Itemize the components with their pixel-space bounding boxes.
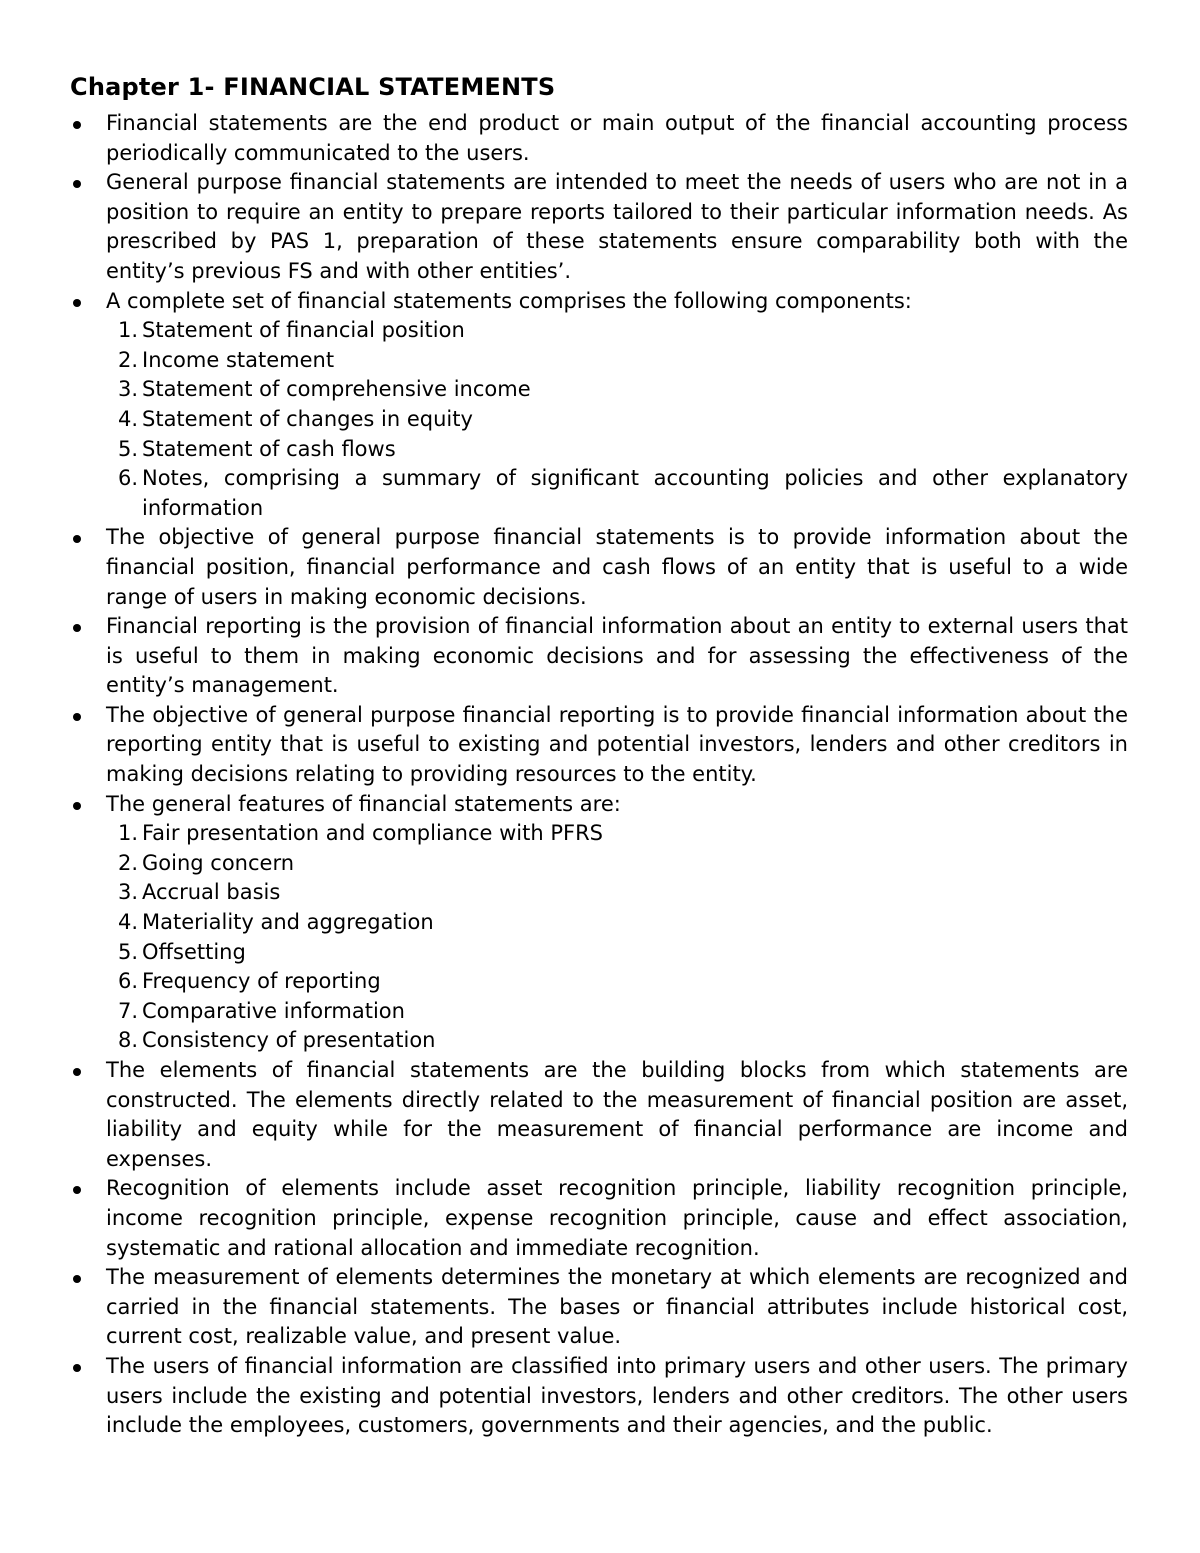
list-item — [70, 287, 1128, 524]
numbered-list-item — [106, 1026, 1128, 1056]
list-item-text: Accrual basis — [142, 880, 281, 905]
list-item-text: Fair presentation and compliance with PFRS — [142, 821, 604, 846]
numbered-list-item — [106, 938, 1128, 968]
bullet-icon — [73, 180, 81, 188]
list-item — [70, 790, 1128, 1056]
bullet-icon — [73, 802, 81, 810]
list-item-text: Statement of financial position — [142, 318, 465, 343]
list-item-text: Statement of comprehensive income — [142, 377, 531, 402]
numbered-list-item — [106, 316, 1128, 346]
list-number: 4. — [117, 910, 138, 935]
list-number: 3. — [117, 880, 138, 905]
numbered-list-item — [106, 878, 1128, 908]
list-item-text: Comparative information — [142, 998, 405, 1023]
list-item — [70, 109, 1128, 168]
list-number: 6. — [117, 466, 138, 491]
bullet-list — [70, 109, 1128, 1441]
list-item-text: Offsetting — [142, 939, 246, 964]
bullet-text: A complete set of financial statements comprises the following components: — [106, 288, 912, 313]
list-item — [70, 1056, 1128, 1174]
list-item-text: Consistency of presentation — [142, 1028, 436, 1053]
list-item — [70, 612, 1128, 701]
list-item-text: Notes, comprising a summary of significant accounting policies and other explanatory information — [142, 466, 1128, 520]
list-item-text: Income statement — [142, 347, 335, 372]
numbered-list-item — [106, 346, 1128, 376]
list-number: 2. — [117, 347, 138, 372]
list-number: 3. — [117, 377, 138, 402]
bullet-text: The elements of financial statements are the building blocks from which statements are constructed. The elements directly related to the measurement of financial position are asset, liability and equity while for the measurement of financial performance are income and expenses. — [106, 1058, 1128, 1171]
numbered-list-item — [106, 967, 1128, 997]
numbered-sublist — [106, 819, 1128, 1056]
list-item-text: Going concern — [142, 850, 295, 875]
list-item-text: Statement of cash flows — [142, 436, 396, 461]
list-number: 1. — [117, 318, 138, 343]
list-item — [70, 1174, 1128, 1263]
bullet-text: The measurement of elements determines the monetary at which elements are recognized and carried in the financial statements. The bases or financial attributes include historical cost, current cost, realizable value, and present value. — [106, 1265, 1128, 1349]
bullet-icon — [73, 1364, 81, 1372]
bullet-icon — [73, 121, 81, 129]
list-item-text: Materiality and aggregation — [142, 910, 434, 935]
bullet-icon — [73, 1186, 81, 1194]
list-item — [70, 168, 1128, 286]
list-number: 2. — [117, 850, 138, 875]
list-item — [70, 1263, 1128, 1352]
list-item — [70, 523, 1128, 612]
bullet-text: General purpose financial statements are intended to meet the needs of users who are not in a position to require an entity to prepare reports tailored to their particular information needs. As prescribed by PAS 1, preparation of these statements ensure comparability both with the entity’s previous FS and with other entities’. — [106, 170, 1128, 283]
list-item — [70, 701, 1128, 790]
bullet-text: Financial reporting is the provision of financial information about an entity to external users that is useful to them in making economic decisions and for assessing the effectiveness of the entity’s management. — [106, 614, 1128, 698]
list-number: 8. — [117, 1028, 138, 1053]
bullet-text: The objective of general purpose financial reporting is to provide financial information about the reporting entity that is useful to existing and potential investors, lenders and other creditors in making decisions relating to providing resources to the entity. — [106, 702, 1128, 787]
numbered-list-item — [106, 997, 1128, 1027]
numbered-sublist — [106, 316, 1128, 523]
numbered-list-item — [106, 849, 1128, 879]
bullet-text: The general features of financial statements are: — [106, 791, 621, 816]
numbered-list-item — [106, 405, 1128, 435]
bullet-text: The objective of general purpose financial statements is to provide information about the financial position, financial performance and cash flows of an entity that is useful to a wide range of users in making economic decisions. — [106, 525, 1128, 609]
numbered-list-item — [106, 375, 1128, 405]
list-number: 6. — [117, 969, 138, 994]
bullet-icon — [73, 624, 81, 632]
list-item-text: Statement of changes in equity — [142, 406, 473, 431]
numbered-list-item — [106, 464, 1128, 523]
numbered-list-item — [106, 435, 1128, 465]
list-item-text: Frequency of reporting — [142, 969, 381, 994]
bullet-icon — [73, 299, 81, 307]
bullet-icon — [73, 535, 81, 543]
bullet-icon — [73, 1275, 81, 1283]
list-number: 7. — [117, 998, 138, 1023]
bullet-icon — [73, 713, 81, 721]
list-number: 4. — [117, 406, 138, 431]
list-number: 5. — [117, 939, 138, 964]
list-number: 5. — [117, 436, 138, 461]
bullet-text: Financial statements are the end product or main output of the financial accounting process periodically communicated to the users. — [106, 111, 1128, 165]
bullet-text: Recognition of elements include asset recognition principle, liability recognition principle, income recognition principle, expense recognition principle, cause and effect association, systematic and rational allocation and immediate recognition. — [106, 1176, 1128, 1260]
bullet-icon — [73, 1068, 81, 1076]
list-number: 1. — [117, 821, 138, 846]
numbered-list-item — [106, 908, 1128, 938]
document-page — [70, 70, 1128, 1441]
page-title: Chapter 1- FINANCIAL STATEMENTS — [70, 73, 556, 101]
numbered-list-item — [106, 819, 1128, 849]
list-item — [70, 1352, 1128, 1441]
bullet-text: The users of financial information are classified into primary users and other users. The primary users include the existing and potential investors, lenders and other creditors. The other users include the employees, customers, governments and their agencies, and the public. — [106, 1353, 1128, 1438]
